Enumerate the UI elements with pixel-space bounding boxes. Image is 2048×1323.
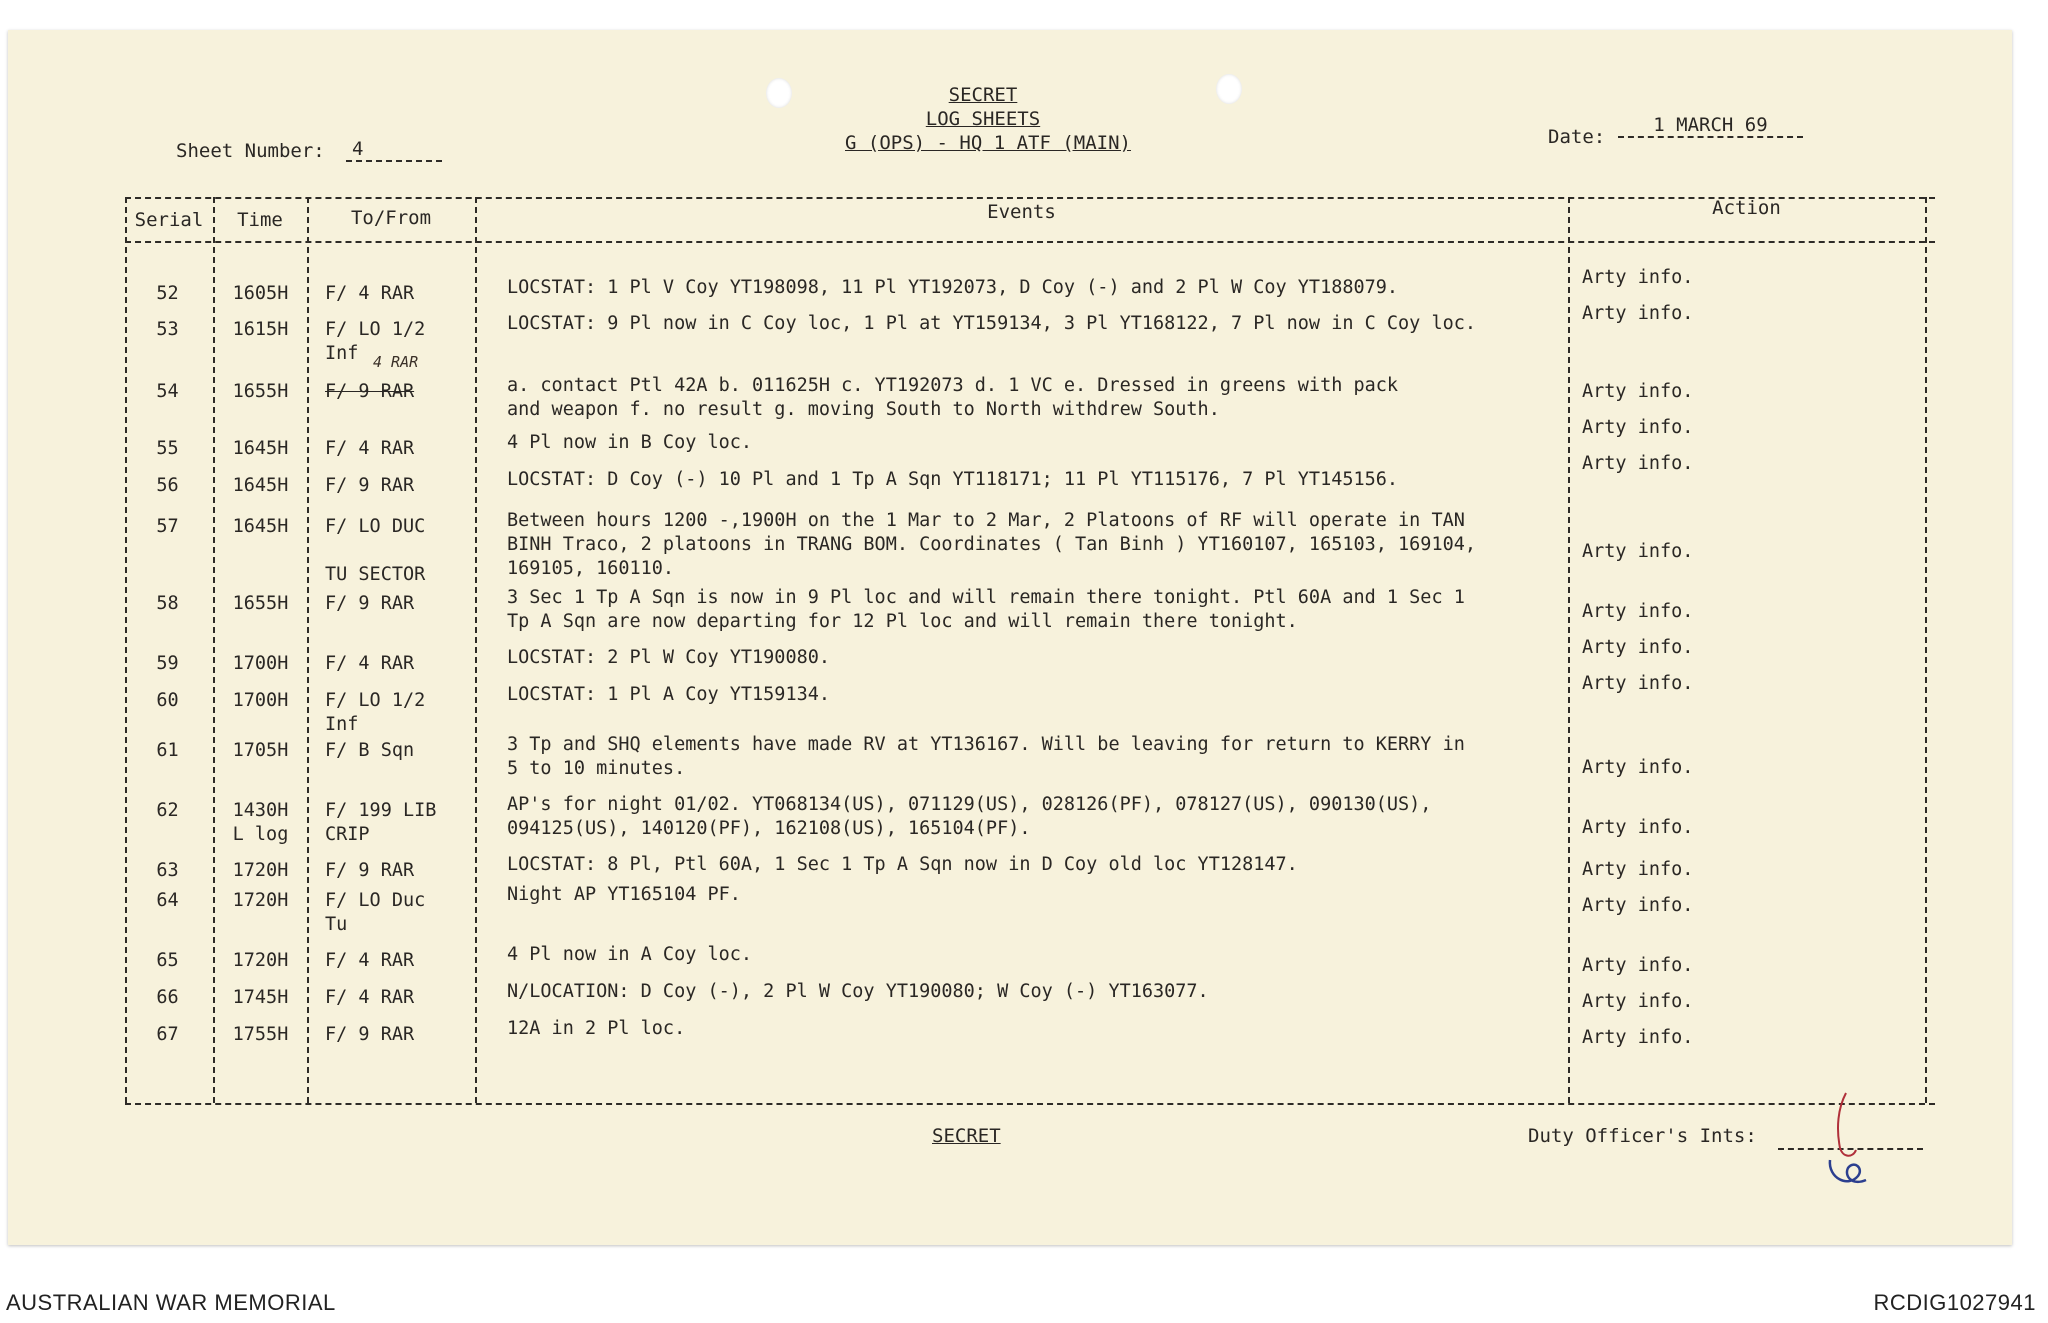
row-time: 1720H xyxy=(232,890,289,911)
row-event-line: LOCSTAT: 1 Pl V Coy YT198098, 11 Pl YT192073, D Coy (-) and 2 Pl W Coy YT188079. xyxy=(507,277,1399,298)
row-time: 1645H xyxy=(232,475,289,496)
row-event-line: Between hours 1200 -,1900H on the 1 Mar to 2 Mar, 2 Platoons of RF will operate in TAN xyxy=(507,510,1465,531)
row-to-from: F/ 4 RAR xyxy=(325,950,415,971)
row-action: Arty info. xyxy=(1582,817,1694,838)
col-rule-events xyxy=(1568,197,1570,1103)
row-to-from: Inf xyxy=(325,714,359,735)
row-serial: 56 xyxy=(156,475,179,496)
row-to-from: F/ LO Duc xyxy=(325,890,426,911)
row-event-line: LOCSTAT: 8 Pl, Ptl 60A, 1 Sec 1 Tp A Sqn now in D Coy old loc YT128147. xyxy=(507,854,1298,875)
row-action: Arty info. xyxy=(1582,757,1694,778)
col-header-action: Action xyxy=(1712,197,1781,219)
header-unit: G (OPS) - HQ 1 ATF (MAIN) xyxy=(845,132,1131,154)
table-header-rule xyxy=(125,241,1935,243)
row-serial: 63 xyxy=(156,860,179,881)
row-serial: 60 xyxy=(156,690,179,711)
row-action: Arty info. xyxy=(1582,895,1694,916)
date-value xyxy=(1618,114,1803,138)
row-to-from: F/ 9 RAR xyxy=(325,593,415,614)
row-to-from: F/ LO 1/2 xyxy=(325,319,426,340)
duty-officer-label: Duty Officer's Ints: xyxy=(1528,1125,1757,1147)
row-serial: 57 xyxy=(156,516,179,537)
row-event-line: 094125(US), 140120(PF), 162108(US), 165104(PF). xyxy=(507,818,1031,839)
row-to-from: F/ 9 RAR xyxy=(325,860,415,881)
row-action: Arty info. xyxy=(1582,417,1694,438)
handwritten-amendment: 4 RAR xyxy=(373,353,419,371)
row-time: 1720H xyxy=(232,860,289,881)
sheet-number-text: 4 xyxy=(352,138,364,160)
row-serial: 61 xyxy=(156,740,179,761)
row-time: 1645H xyxy=(232,516,289,537)
row-action: Arty info. xyxy=(1582,673,1694,694)
punch-hole-right xyxy=(1216,74,1242,104)
row-serial: 55 xyxy=(156,438,179,459)
row-event-line: LOCSTAT: D Coy (-) 10 Pl and 1 Tp A Sqn YT118171; 11 Pl YT115176, 7 Pl YT145156. xyxy=(507,469,1399,490)
row-to-from: Tu xyxy=(325,914,348,935)
row-to-from: Inf xyxy=(325,343,359,364)
row-to-from: F/ 4 RAR xyxy=(325,438,415,459)
row-event-line: 5 to 10 minutes. xyxy=(507,758,686,779)
row-event-line: N/LOCATION: D Coy (-), 2 Pl W Coy YT190080; W Coy (-) YT163077. xyxy=(507,981,1209,1002)
row-to-from: F/ LO 1/2 xyxy=(325,690,426,711)
row-time: 1655H xyxy=(232,593,289,614)
row-time: 1755H xyxy=(232,1024,289,1045)
row-to-from: F/ 4 RAR xyxy=(325,283,415,304)
row-serial: 65 xyxy=(156,950,179,971)
row-to-from: F/ 9 RAR xyxy=(325,1024,415,1045)
punch-hole-left xyxy=(766,78,792,108)
row-event-line: Tp A Sqn are now departing for 12 Pl loc and will remain there tonight. xyxy=(507,611,1298,632)
row-action: Arty info. xyxy=(1582,267,1694,288)
row-serial: 64 xyxy=(156,890,179,911)
row-action: Arty info. xyxy=(1582,955,1694,976)
archive-id: RCDIG1027941 xyxy=(1873,1290,2036,1315)
row-action: Arty info. xyxy=(1582,541,1694,562)
table-bottom-border xyxy=(125,1103,1935,1105)
row-time: 1705H xyxy=(232,740,289,761)
row-serial: 58 xyxy=(156,593,179,614)
row-time: 1720H xyxy=(232,950,289,971)
row-time: 1655H xyxy=(232,381,289,402)
col-header-events: Events xyxy=(987,201,1056,223)
col-header-tofrom: To/From xyxy=(350,207,432,229)
row-time: 1745H xyxy=(232,987,289,1008)
log-table xyxy=(125,185,1925,1103)
sheet-number-label: Sheet Number: xyxy=(176,140,325,162)
archive-credit: AUSTRALIAN WAR MEMORIAL xyxy=(6,1290,336,1315)
row-event-line: AP's for night 01/02. YT068134(US), 071129(US), 028126(PF), 078127(US), 090130(US), xyxy=(507,794,1432,815)
row-event-line: BINH Traco, 2 platoons in TRANG BOM. Coordinates ( Tan Binh ) YT160107, 165103, 169104, xyxy=(507,534,1477,555)
row-time: 1615H xyxy=(232,319,289,340)
row-time: 1645H xyxy=(232,438,289,459)
row-action: Arty info. xyxy=(1582,859,1694,880)
date-label: Date: xyxy=(1548,126,1606,148)
initials-signature xyxy=(1818,1088,1888,1198)
row-time: 1700H xyxy=(232,653,289,674)
row-to-from: CRIP xyxy=(325,824,370,845)
row-event-line: LOCSTAT: 1 Pl A Coy YT159134. xyxy=(507,684,831,705)
header-classification: SECRET xyxy=(948,84,1018,106)
row-event-line: Night AP YT165104 PF. xyxy=(507,884,741,905)
col-header-time: Time xyxy=(237,209,283,231)
col-rule-right xyxy=(1925,197,1927,1103)
row-action: Arty info. xyxy=(1582,381,1694,402)
row-event-line: 169105, 160110. xyxy=(507,558,675,579)
row-event-line: LOCSTAT: 2 Pl W Coy YT190080. xyxy=(507,647,831,668)
row-action: Arty info. xyxy=(1582,991,1694,1012)
row-serial: 52 xyxy=(156,283,179,304)
row-serial: 62 xyxy=(156,800,179,821)
row-to-from: F/ 4 RAR xyxy=(325,653,415,674)
row-to-from: F/ B Sqn xyxy=(325,740,415,761)
row-to-from: F/ LO DUC xyxy=(325,516,426,537)
row-action: Arty info. xyxy=(1582,453,1694,474)
row-event-line: a. contact Ptl 42A b. 011625H c. YT192073 d. 1 VC e. Dressed in greens with pack xyxy=(507,375,1399,396)
row-event-line: 4 Pl now in A Coy loc. xyxy=(507,944,753,965)
row-time: 1605H xyxy=(232,283,289,304)
row-time: 1430H xyxy=(232,800,289,821)
row-action: Arty info. xyxy=(1582,637,1694,658)
row-to-from: F/ 9 RAR xyxy=(325,475,415,496)
row-event-line: LOCSTAT: 9 Pl now in C Coy loc, 1 Pl at YT159134, 3 Pl YT168122, 7 Pl now in C Coy loc. xyxy=(507,313,1477,334)
footer-classification: SECRET xyxy=(932,1125,1001,1147)
row-action: Arty info. xyxy=(1582,1027,1694,1048)
row-time-note: L log xyxy=(232,824,289,845)
row-action: Arty info. xyxy=(1582,601,1694,622)
row-to-from: TU SECTOR xyxy=(325,564,426,585)
col-header-serial: Serial xyxy=(134,209,204,231)
row-serial: 53 xyxy=(156,319,179,340)
row-event-line: 12A in 2 Pl loc. xyxy=(507,1018,686,1039)
row-action: Arty info. xyxy=(1582,303,1694,324)
row-serial: 54 xyxy=(156,381,179,402)
row-to-from: F/ 199 LIB xyxy=(325,800,437,821)
row-to-from: F/ 9 RAR xyxy=(325,381,415,402)
date-text: 1 MARCH 69 xyxy=(1653,114,1768,136)
col-rule-tofrom xyxy=(475,197,477,1103)
row-time: 1700H xyxy=(232,690,289,711)
row-event-line: and weapon f. no result g. moving South to North withdrew South. xyxy=(507,399,1220,420)
row-serial: 59 xyxy=(156,653,179,674)
row-event-line: 3 Tp and SHQ elements have made RV at YT136167. Will be leaving for return to KERRY in xyxy=(507,734,1465,755)
row-event-line: 3 Sec 1 Tp A Sqn is now in 9 Pl loc and will remain there tonight. Ptl 60A and 1 Sec 1 xyxy=(507,587,1465,608)
row-serial: 67 xyxy=(156,1024,179,1045)
sheet-number-value xyxy=(346,138,442,162)
row-to-from: F/ 4 RAR xyxy=(325,987,415,1008)
row-event-line: 4 Pl now in B Coy loc. xyxy=(507,432,753,453)
row-serial: 66 xyxy=(156,987,179,1008)
header-title: LOG SHEETS xyxy=(925,108,1041,130)
